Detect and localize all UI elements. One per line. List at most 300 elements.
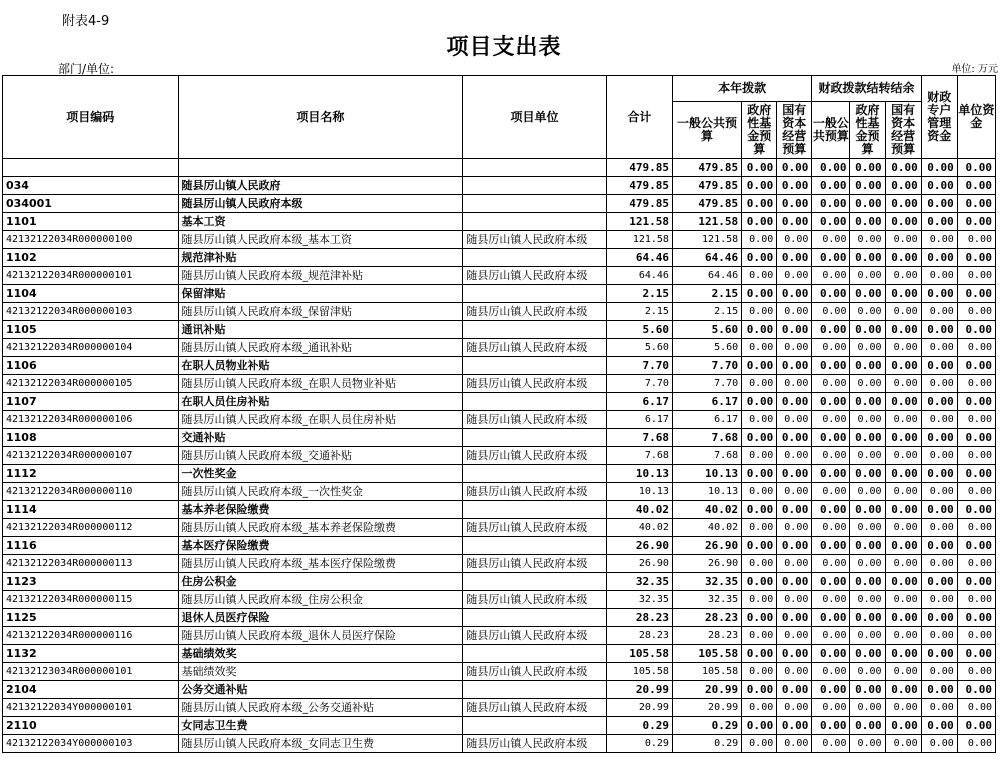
cell-total: 40.02 [606, 501, 672, 519]
cell-total: 121.58 [606, 231, 672, 249]
table-row [3, 519, 996, 537]
cell-code: 42132122034Y000000101 [3, 699, 179, 717]
cell-carry-general: 0.00 [812, 555, 850, 573]
header-general-budget: 一般公共预算 [672, 102, 741, 159]
cell-name: 随县厉山镇人民政府本级_女同志卫生费 [178, 735, 463, 753]
cell-gov-fund: 0.00 [742, 717, 777, 735]
cell-carry-general: 0.00 [812, 681, 850, 699]
cell-gov-fund: 0.00 [742, 321, 777, 339]
cell-carry-gov-fund: 0.00 [850, 303, 885, 321]
cell-carry-general: 0.00 [812, 699, 850, 717]
table-row [3, 393, 996, 411]
cell-special-fund: 0.00 [921, 609, 957, 627]
header-carry-state-capital: 国有资本经营预算 [885, 102, 921, 159]
table-row [3, 303, 996, 321]
cell-carry-gov-fund: 0.00 [850, 339, 885, 357]
cell-name: 一次性奖金 [178, 465, 463, 483]
cell-name: 在职人员住房补贴 [178, 393, 463, 411]
cell-code: 1123 [3, 573, 179, 591]
table-row [3, 321, 996, 339]
cell-total: 0.29 [606, 717, 672, 735]
cell-total: 32.35 [606, 591, 672, 609]
header-total: 合计 [606, 76, 672, 159]
cell-unit: 随县厉山镇人民政府本级 [463, 735, 606, 753]
cell-unit: 随县厉山镇人民政府本级 [463, 303, 606, 321]
cell-total: 121.58 [606, 213, 672, 231]
cell-state-capital: 0.00 [777, 429, 812, 447]
table-row [3, 159, 996, 177]
cell-name: 基础绩效奖 [178, 645, 463, 663]
cell-general-budget: 7.68 [672, 429, 741, 447]
cell-gov-fund: 0.00 [742, 195, 777, 213]
cell-code: 42132122034R000000104 [3, 339, 179, 357]
cell-code: 42132122034R000000103 [3, 303, 179, 321]
cell-code: 034001 [3, 195, 179, 213]
cell-carry-state-capital: 0.00 [885, 483, 921, 501]
cell-state-capital: 0.00 [777, 447, 812, 465]
cell-carry-gov-fund: 0.00 [850, 357, 885, 375]
cell-carry-gov-fund: 0.00 [850, 177, 885, 195]
cell-special-fund: 0.00 [921, 393, 957, 411]
cell-carry-general: 0.00 [812, 645, 850, 663]
cell-state-capital: 0.00 [777, 159, 812, 177]
cell-code: 42132122034R000000113 [3, 555, 179, 573]
cell-code: 1106 [3, 357, 179, 375]
cell-carry-general: 0.00 [812, 573, 850, 591]
cell-gov-fund: 0.00 [742, 357, 777, 375]
cell-general-budget: 5.60 [672, 321, 741, 339]
cell-carry-gov-fund: 0.00 [850, 231, 885, 249]
cell-name: 保留津贴 [178, 285, 463, 303]
cell-general-budget: 64.46 [672, 267, 741, 285]
cell-special-fund: 0.00 [921, 483, 957, 501]
cell-total: 7.70 [606, 357, 672, 375]
cell-unit [463, 213, 606, 231]
cell-special-fund: 0.00 [921, 501, 957, 519]
cell-state-capital: 0.00 [777, 699, 812, 717]
cell-general-budget: 20.99 [672, 681, 741, 699]
cell-state-capital: 0.00 [777, 681, 812, 699]
cell-state-capital: 0.00 [777, 213, 812, 231]
cell-carry-state-capital: 0.00 [885, 447, 921, 465]
cell-state-capital: 0.00 [777, 411, 812, 429]
cell-special-fund: 0.00 [921, 663, 957, 681]
cell-special-fund: 0.00 [921, 465, 957, 483]
cell-gov-fund: 0.00 [742, 303, 777, 321]
cell-code: 1104 [3, 285, 179, 303]
cell-carry-general: 0.00 [812, 411, 850, 429]
cell-gov-fund: 0.00 [742, 339, 777, 357]
cell-name: 随县厉山镇人民政府本级_在职人员物业补贴 [178, 375, 463, 393]
cell-carry-general: 0.00 [812, 501, 850, 519]
cell-gov-fund: 0.00 [742, 411, 777, 429]
cell-special-fund: 0.00 [921, 519, 957, 537]
cell-state-capital: 0.00 [777, 285, 812, 303]
cell-name: 基本医疗保险缴费 [178, 537, 463, 555]
cell-code: 42132122034R000000106 [3, 411, 179, 429]
cell-unit-fund: 0.00 [957, 591, 995, 609]
cell-name: 随县厉山镇人民政府本级_交通补贴 [178, 447, 463, 465]
cell-carry-state-capital: 0.00 [885, 159, 921, 177]
page-title: 项目支出表 [446, 34, 562, 60]
cell-unit [463, 717, 606, 735]
cell-general-budget: 10.13 [672, 465, 741, 483]
cell-general-budget: 121.58 [672, 231, 741, 249]
cell-carry-general: 0.00 [812, 393, 850, 411]
cell-total: 5.60 [606, 339, 672, 357]
cell-name: 随县厉山镇人民政府本级_基本养老保险缴费 [178, 519, 463, 537]
table-row [3, 537, 996, 555]
cell-state-capital: 0.00 [777, 735, 812, 753]
cell-total: 64.46 [606, 249, 672, 267]
cell-unit-fund: 0.00 [957, 321, 995, 339]
cell-special-fund: 0.00 [921, 321, 957, 339]
cell-code: 42132122034R000000101 [3, 267, 179, 285]
cell-unit-fund: 0.00 [957, 375, 995, 393]
cell-name: 随县厉山镇人民政府本级_规范津补贴 [178, 267, 463, 285]
cell-gov-fund: 0.00 [742, 627, 777, 645]
cell-name: 基本工资 [178, 213, 463, 231]
cell-unit: 随县厉山镇人民政府本级 [463, 519, 606, 537]
table-row [3, 501, 996, 519]
cell-carry-state-capital: 0.00 [885, 537, 921, 555]
cell-general-budget: 28.23 [672, 609, 741, 627]
cell-carry-gov-fund: 0.00 [850, 717, 885, 735]
cell-gov-fund: 0.00 [742, 285, 777, 303]
cell-special-fund: 0.00 [921, 699, 957, 717]
cell-unit-fund: 0.00 [957, 429, 995, 447]
cell-carry-state-capital: 0.00 [885, 339, 921, 357]
cell-carry-state-capital: 0.00 [885, 195, 921, 213]
cell-special-fund: 0.00 [921, 681, 957, 699]
table-row [3, 267, 996, 285]
cell-code: 1101 [3, 213, 179, 231]
table-row [3, 573, 996, 591]
cell-general-budget: 40.02 [672, 519, 741, 537]
cell-gov-fund: 0.00 [742, 663, 777, 681]
cell-state-capital: 0.00 [777, 609, 812, 627]
table-row [3, 465, 996, 483]
cell-unit [463, 609, 606, 627]
cell-general-budget: 121.58 [672, 213, 741, 231]
table-row [3, 591, 996, 609]
cell-carry-state-capital: 0.00 [885, 681, 921, 699]
cell-carry-general: 0.00 [812, 177, 850, 195]
cell-carry-general: 0.00 [812, 249, 850, 267]
cell-name: 基本养老保险缴费 [178, 501, 463, 519]
cell-gov-fund: 0.00 [742, 735, 777, 753]
cell-carry-general: 0.00 [812, 735, 850, 753]
cell-carry-general: 0.00 [812, 303, 850, 321]
cell-name: 通讯补贴 [178, 321, 463, 339]
cell-carry-general: 0.00 [812, 429, 850, 447]
cell-unit: 随县厉山镇人民政府本级 [463, 231, 606, 249]
cell-carry-general: 0.00 [812, 537, 850, 555]
cell-general-budget: 479.85 [672, 177, 741, 195]
cell-code: 42132122034R000000107 [3, 447, 179, 465]
cell-special-fund: 0.00 [921, 375, 957, 393]
cell-carry-state-capital: 0.00 [885, 591, 921, 609]
cell-carry-general: 0.00 [812, 285, 850, 303]
cell-total: 6.17 [606, 393, 672, 411]
cell-carry-gov-fund: 0.00 [850, 483, 885, 501]
cell-special-fund: 0.00 [921, 627, 957, 645]
cell-state-capital: 0.00 [777, 465, 812, 483]
cell-carry-general: 0.00 [812, 591, 850, 609]
cell-unit-fund: 0.00 [957, 303, 995, 321]
cell-name: 随县厉山镇人民政府 [178, 177, 463, 195]
cell-code: 1132 [3, 645, 179, 663]
header-special-fund: 财政专户管理资金 [921, 76, 957, 159]
cell-total: 105.58 [606, 663, 672, 681]
cell-total: 28.23 [606, 609, 672, 627]
cell-carry-state-capital: 0.00 [885, 429, 921, 447]
cell-unit [463, 177, 606, 195]
cell-state-capital: 0.00 [777, 501, 812, 519]
table-row [3, 249, 996, 267]
cell-carry-general: 0.00 [812, 231, 850, 249]
cell-state-capital: 0.00 [777, 231, 812, 249]
cell-code [3, 159, 179, 177]
cell-carry-gov-fund: 0.00 [850, 411, 885, 429]
cell-carry-state-capital: 0.00 [885, 735, 921, 753]
table-row [3, 717, 996, 735]
cell-code: 1116 [3, 537, 179, 555]
cell-unit-fund: 0.00 [957, 699, 995, 717]
cell-name: 女同志卫生费 [178, 717, 463, 735]
cell-total: 7.70 [606, 375, 672, 393]
cell-carry-state-capital: 0.00 [885, 357, 921, 375]
cell-carry-state-capital: 0.00 [885, 573, 921, 591]
cell-carry-general: 0.00 [812, 159, 850, 177]
cell-special-fund: 0.00 [921, 285, 957, 303]
cell-carry-state-capital: 0.00 [885, 717, 921, 735]
table-body [3, 159, 996, 753]
cell-special-fund: 0.00 [921, 195, 957, 213]
cell-general-budget: 7.70 [672, 375, 741, 393]
cell-code: 1105 [3, 321, 179, 339]
cell-gov-fund: 0.00 [742, 537, 777, 555]
table-row [3, 177, 996, 195]
cell-code: 1108 [3, 429, 179, 447]
cell-carry-general: 0.00 [812, 213, 850, 231]
cell-unit-fund: 0.00 [957, 717, 995, 735]
header-code: 项目编码 [3, 76, 179, 159]
cell-carry-state-capital: 0.00 [885, 267, 921, 285]
table-row [3, 447, 996, 465]
cell-unit-fund: 0.00 [957, 519, 995, 537]
cell-unit [463, 537, 606, 555]
cell-carry-state-capital: 0.00 [885, 555, 921, 573]
cell-carry-gov-fund: 0.00 [850, 195, 885, 213]
cell-name: 随县厉山镇人民政府本级_通讯补贴 [178, 339, 463, 357]
cell-name: 随县厉山镇人民政府本级_公务交通补贴 [178, 699, 463, 717]
cell-general-budget: 5.60 [672, 339, 741, 357]
cell-general-budget: 7.70 [672, 357, 741, 375]
cell-general-budget: 105.58 [672, 645, 741, 663]
cell-state-capital: 0.00 [777, 591, 812, 609]
cell-carry-gov-fund: 0.00 [850, 627, 885, 645]
cell-code: 1102 [3, 249, 179, 267]
cell-carry-general: 0.00 [812, 717, 850, 735]
cell-general-budget: 7.68 [672, 447, 741, 465]
cell-name: 住房公积金 [178, 573, 463, 591]
cell-state-capital: 0.00 [777, 483, 812, 501]
cell-total: 2.15 [606, 303, 672, 321]
cell-carry-general: 0.00 [812, 267, 850, 285]
cell-carry-state-capital: 0.00 [885, 249, 921, 267]
cell-gov-fund: 0.00 [742, 213, 777, 231]
cell-state-capital: 0.00 [777, 519, 812, 537]
cell-unit [463, 195, 606, 213]
table-row [3, 609, 996, 627]
header-carry-gov-fund: 政府性基金预算 [850, 102, 885, 159]
cell-carry-general: 0.00 [812, 609, 850, 627]
cell-unit: 随县厉山镇人民政府本级 [463, 663, 606, 681]
cell-carry-gov-fund: 0.00 [850, 645, 885, 663]
cell-state-capital: 0.00 [777, 393, 812, 411]
cell-gov-fund: 0.00 [742, 591, 777, 609]
cell-carry-general: 0.00 [812, 321, 850, 339]
table-row [3, 429, 996, 447]
cell-total: 10.13 [606, 465, 672, 483]
cell-gov-fund: 0.00 [742, 159, 777, 177]
cell-unit [463, 573, 606, 591]
cell-unit-fund: 0.00 [957, 267, 995, 285]
table-row [3, 699, 996, 717]
header-state-capital: 国有资本经营预算 [777, 102, 812, 159]
project-expenditure-table [2, 75, 996, 753]
table-row [3, 681, 996, 699]
cell-carry-state-capital: 0.00 [885, 285, 921, 303]
cell-carry-state-capital: 0.00 [885, 609, 921, 627]
cell-carry-state-capital: 0.00 [885, 393, 921, 411]
cell-state-capital: 0.00 [777, 321, 812, 339]
cell-code: 42132122034R000000112 [3, 519, 179, 537]
cell-name [178, 159, 463, 177]
cell-unit-fund: 0.00 [957, 177, 995, 195]
cell-gov-fund: 0.00 [742, 681, 777, 699]
cell-general-budget: 2.15 [672, 303, 741, 321]
cell-general-budget: 0.29 [672, 717, 741, 735]
cell-carry-gov-fund: 0.00 [850, 501, 885, 519]
cell-unit: 随县厉山镇人民政府本级 [463, 699, 606, 717]
cell-carry-state-capital: 0.00 [885, 627, 921, 645]
cell-unit [463, 357, 606, 375]
cell-carry-gov-fund: 0.00 [850, 429, 885, 447]
cell-state-capital: 0.00 [777, 645, 812, 663]
cell-name: 随县厉山镇人民政府本级_住房公积金 [178, 591, 463, 609]
cell-general-budget: 64.46 [672, 249, 741, 267]
cell-carry-general: 0.00 [812, 663, 850, 681]
cell-gov-fund: 0.00 [742, 249, 777, 267]
cell-unit-fund: 0.00 [957, 285, 995, 303]
cell-total: 479.85 [606, 159, 672, 177]
cell-total: 105.58 [606, 645, 672, 663]
cell-carry-gov-fund: 0.00 [850, 375, 885, 393]
table-row [3, 195, 996, 213]
cell-carry-gov-fund: 0.00 [850, 519, 885, 537]
cell-special-fund: 0.00 [921, 249, 957, 267]
cell-state-capital: 0.00 [777, 537, 812, 555]
cell-name: 公务交通补贴 [178, 681, 463, 699]
cell-state-capital: 0.00 [777, 303, 812, 321]
cell-special-fund: 0.00 [921, 339, 957, 357]
cell-total: 6.17 [606, 411, 672, 429]
cell-unit-fund: 0.00 [957, 501, 995, 519]
cell-general-budget: 40.02 [672, 501, 741, 519]
cell-general-budget: 32.35 [672, 573, 741, 591]
header-name: 项目名称 [178, 76, 463, 159]
cell-general-budget: 20.99 [672, 699, 741, 717]
table-row [3, 555, 996, 573]
cell-unit [463, 429, 606, 447]
cell-special-fund: 0.00 [921, 537, 957, 555]
cell-name: 交通补贴 [178, 429, 463, 447]
cell-gov-fund: 0.00 [742, 519, 777, 537]
cell-unit [463, 645, 606, 663]
cell-code: 42132122034R000000105 [3, 375, 179, 393]
cell-special-fund: 0.00 [921, 159, 957, 177]
table-row [3, 339, 996, 357]
cell-unit-fund: 0.00 [957, 411, 995, 429]
cell-name: 随县厉山镇人民政府本级_一次性奖金 [178, 483, 463, 501]
cell-unit-fund: 0.00 [957, 213, 995, 231]
table-row [3, 645, 996, 663]
cell-special-fund: 0.00 [921, 231, 957, 249]
cell-code: 1112 [3, 465, 179, 483]
cell-gov-fund: 0.00 [742, 447, 777, 465]
cell-unit [463, 249, 606, 267]
cell-unit [463, 465, 606, 483]
cell-code: 42132123034R000000101 [3, 663, 179, 681]
header-carry-general: 一般公共预算 [812, 102, 850, 159]
cell-carry-gov-fund: 0.00 [850, 663, 885, 681]
cell-gov-fund: 0.00 [742, 609, 777, 627]
cell-code: 1107 [3, 393, 179, 411]
cell-carry-gov-fund: 0.00 [850, 735, 885, 753]
cell-carry-gov-fund: 0.00 [850, 555, 885, 573]
cell-total: 479.85 [606, 177, 672, 195]
cell-unit [463, 321, 606, 339]
cell-unit-fund: 0.00 [957, 483, 995, 501]
cell-unit-fund: 0.00 [957, 231, 995, 249]
cell-gov-fund: 0.00 [742, 699, 777, 717]
cell-carry-gov-fund: 0.00 [850, 447, 885, 465]
cell-unit-fund: 0.00 [957, 681, 995, 699]
cell-carry-gov-fund: 0.00 [850, 159, 885, 177]
cell-carry-gov-fund: 0.00 [850, 321, 885, 339]
cell-gov-fund: 0.00 [742, 375, 777, 393]
cell-state-capital: 0.00 [777, 717, 812, 735]
cell-total: 2.15 [606, 285, 672, 303]
cell-carry-gov-fund: 0.00 [850, 573, 885, 591]
cell-gov-fund: 0.00 [742, 393, 777, 411]
cell-code: 42132122034R000000100 [3, 231, 179, 249]
cell-carry-state-capital: 0.00 [885, 519, 921, 537]
cell-unit: 随县厉山镇人民政府本级 [463, 627, 606, 645]
cell-carry-general: 0.00 [812, 447, 850, 465]
cell-general-budget: 2.15 [672, 285, 741, 303]
cell-unit-fund: 0.00 [957, 195, 995, 213]
cell-code: 42132122034Y000000103 [3, 735, 179, 753]
cell-unit: 随县厉山镇人民政府本级 [463, 339, 606, 357]
cell-state-capital: 0.00 [777, 267, 812, 285]
cell-total: 26.90 [606, 537, 672, 555]
cell-name: 退休人员医疗保险 [178, 609, 463, 627]
cell-state-capital: 0.00 [777, 573, 812, 591]
cell-state-capital: 0.00 [777, 177, 812, 195]
